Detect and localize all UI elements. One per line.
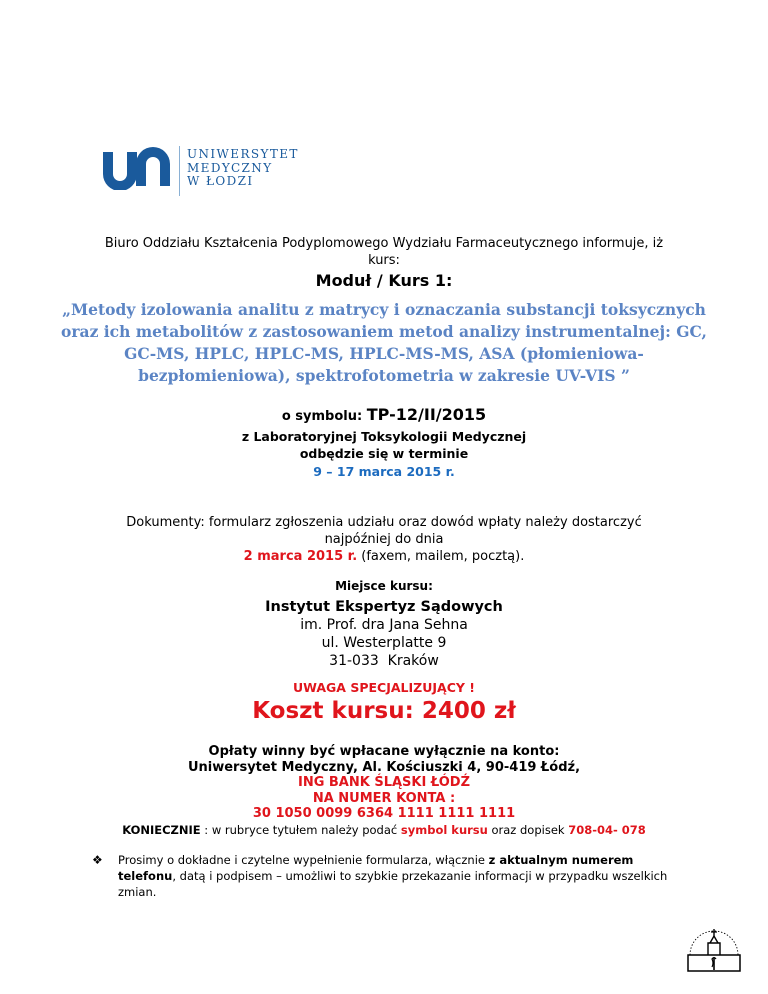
symbol-value: TP-12/II/2015: [366, 405, 487, 424]
documents-line-3: [0, 548, 768, 565]
documents-methods: (faxem, mailem, pocztą).: [357, 549, 525, 564]
bullet-bold: z aktualnym numerem telefonu: [118, 853, 634, 883]
organizer-line-2: odbędzie się w terminie: [299, 446, 469, 461]
payment-account-number: 30 1050 0099 6364 1111 1111 1111: [252, 806, 516, 821]
logo-wordmark: [187, 148, 299, 189]
note-must: KONIECZNIE: [122, 823, 201, 837]
um-logo-icon: [100, 146, 172, 190]
intro-line-1: Biuro Oddziału Kształcenia Podyplomowego Wydziału Farmaceutycznego informuje, iż: [104, 236, 664, 251]
documents-deadline: 2 marca 2015 r.: [243, 549, 358, 564]
place-label: Miejsce kursu:: [335, 579, 433, 593]
institute-seal-icon: [684, 915, 744, 973]
course-dates: 9 – 17 marca 2015 r.: [313, 464, 455, 479]
course-symbol: [0, 405, 768, 424]
note-symbol-phrase: symbol kursu: [400, 823, 488, 837]
symbol-label: o symbolu:: [281, 409, 363, 424]
place-line-3: ul. Westerplatte 9: [321, 635, 447, 651]
course-title: „Metody izolowania analitu z matrycy i oznaczania substancji toksycznych oraz ich metabolitów z zastosowaniem metod analizy instrumentalnej: GC, GC-MS, HPLC, HPLC-MS, HPLC-MS-MS, ASA (płomieniowa-bezpłomieniowa), spektrofotometria w zakresie UV-VIS ”: [61, 300, 707, 385]
course-cost: Koszt kursu: 2400 zł: [252, 698, 516, 724]
bullet-text-1: Prosimy o dokładne i czytelne wypełnienie formularza, włącznie: [118, 853, 489, 867]
note-text-2: oraz dopisek: [487, 823, 569, 837]
note-code: 708-04- 078: [568, 823, 646, 837]
documents-info: [0, 514, 768, 565]
organizer-line-1: z Laboratoryjnej Toksykologii Medycznej: [241, 429, 527, 444]
payment-bank: ING BANK ŚLĄSKI ŁÓDŹ: [297, 775, 471, 790]
logo-line-3: W ŁODZI: [187, 174, 254, 188]
form-instructions: [92, 852, 692, 900]
transfer-note: [0, 823, 768, 837]
documents-line-1: Dokumenty: formularz zgłoszenia udziału oraz dowód wpłaty należy dostarczyć: [126, 515, 642, 530]
place-line-4: 31-033 Kraków: [329, 653, 439, 669]
intro-line-2: kurs:: [368, 253, 400, 268]
form-instructions-text: [92, 852, 692, 900]
place-institution: Instytut Ekspertyz Sądowych: [265, 599, 503, 615]
note-text-1: : w rubryce tytułem należy podać: [200, 823, 401, 837]
payment-line-2: Uniwersytet Medyczny, Al. Kościuszki 4, 90-419 Łódź,: [187, 759, 581, 775]
logo-line-2: MEDYCZNY: [187, 160, 273, 175]
place-line-2: im. Prof. dra Jana Sehna: [300, 617, 468, 633]
university-logo: [100, 146, 320, 202]
intro-text: [0, 235, 768, 269]
logo-divider: [179, 146, 180, 196]
diamond-bullet-icon: ❖: [92, 853, 103, 867]
bullet-text-2: , datą i podpisem – umożliwi to szybkie przekazanie informacji w przypadku wszelkich zmian.: [118, 869, 668, 899]
payment-account-label: NA NUMER KONTA :: [312, 790, 456, 806]
documents-line-2: najpóźniej do dnia: [324, 532, 444, 547]
payment-line-1: Opłaty winny być wpłacane wyłącznie na konto:: [208, 744, 560, 759]
module-heading: Moduł / Kurs 1:: [315, 271, 453, 290]
organizer: [0, 428, 768, 462]
logo-line-1: UNIWERSYTET: [187, 147, 299, 161]
payment-info: [0, 744, 768, 822]
specialist-warning: UWAGA SPECJALIZUJĄCY !: [293, 680, 475, 695]
course-place: [0, 598, 768, 670]
